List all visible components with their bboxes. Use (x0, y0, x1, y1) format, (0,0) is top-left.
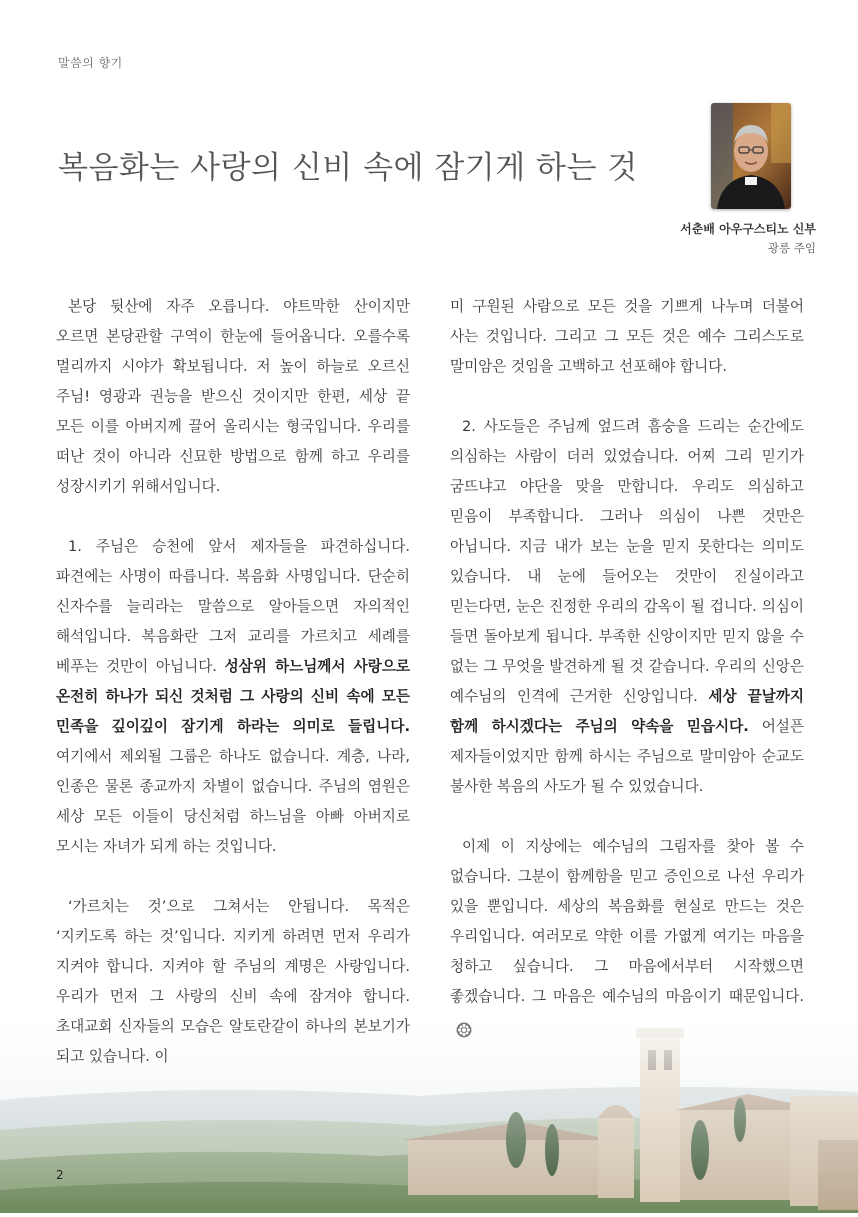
paragraph (450, 412, 804, 802)
section-label: 말씀의 향기 (58, 56, 123, 70)
paragraph (450, 292, 804, 382)
paragraph (56, 532, 410, 862)
emphasis-text: 세상 끝날까지 함께 하시겠다는 주님의 약속을 믿읍시다. (450, 688, 804, 735)
end-mark-icon (456, 1019, 472, 1035)
paragraph-text: 본당 뒷산에 자주 오릅니다. 야트막한 산이지만 오르면 본당관할 구역이 한눈에 들어옵니다. 오를수록 멀리까지 시야가 확보됩니다. 저 높이 하늘로 오르신 주님! 영광과 권능을 받으신 것이지만 한편, 세상 끝 모든 이를 아버지께 끌어 올리시는 형국입니다. 우리를 떠난 것이 아니라 신묘한 방법으로 함께 하고 우리를 성장시키기 위해서입니다. (56, 298, 410, 495)
paragraph-text: 미 구원된 사람으로 모든 것을 기쁘게 나누며 더불어 사는 것입니다. 그리고 그 모든 것은 예수 그리스도로 말미암은 것임을 고백하고 선포해야 합니다. (450, 298, 804, 375)
paragraph-text: ‘가르치는 것’으로 그쳐서는 안됩니다. 목적은 ‘지키도록 하는 것’입니다. 지키게 하려면 먼저 우리가 지켜야 합니다. 지켜야 할 주님의 계명은 사랑입니다. 우리가 먼저 그 사랑의 신비 속에 잠겨야 합니다. 초대교회 신자들의 모습은 알토란같이 하나의 본보기가 되고 있습니다. 이 (56, 898, 410, 1065)
article-column-right (450, 292, 804, 1072)
emphasis-text: 성삼위 하느님께서 사랑으로 온전히 하나가 되신 것처럼 그 사랑의 신비 속에 모든 민족을 깊이깊이 잠기게 하라는 의미로 들립니다. (56, 658, 410, 735)
paragraph (56, 892, 410, 1072)
paragraph-text: 1. 주님은 승천에 앞서 제자들을 파견하십니다. 파견에는 사명이 따릅니다. 복음화 사명입니다. 단순히 신자수를 늘리라는 말씀으로 알아들으면 자의적인 해석입니다. 복음화란 그저 교리를 가르치고 세례를 베푸는 것만이 아닙니다. (56, 538, 410, 675)
author-photo (711, 103, 791, 209)
author-name: 서춘배 아우구스티노 신부 (680, 222, 816, 236)
article-title: 복음화는 사랑의 신비 속에 잠기게 하는 것 (58, 150, 638, 186)
paragraph (56, 292, 410, 502)
author-role: 광릉 주임 (767, 241, 816, 255)
paragraph-text: 2. 사도들은 주님께 엎드려 흠숭을 드리는 순간에도 의심하는 사람이 더러 있었습니다. 어찌 그리 믿기가 굼뜨냐고 야단을 맞을 만합니다. 우리도 의심하고 믿음이 부족합니다. 그러나 의심이 나쁜 것만은 아닙니다. 지금 내가 보는 눈을 믿지 못한다는 의미도 있습니다. 내 눈에 들어오는 것만이 진실이라고 믿는다면, 눈은 진정한 우리의 감옥이 될 겁니다. 의심이 들면 돌아보게 됩니다. 부족한 신앙이지만 믿지 않을 수 없는 그 무엇을 발견하게 될 것 같습니다. 우리의 신앙은 예수님의 인격에 근거한 신앙입니다. (450, 418, 804, 705)
article-column-left (56, 292, 410, 1102)
paragraph-text: 이제 이 지상에는 예수님의 그림자를 찾아 볼 수 없습니다. 그분이 함께함을 믿고 증인으로 나선 우리가 있을 뿐입니다. 세상의 복음화를 현실로 만드는 것은 우리입니다. 여러모로 약한 이를 가엾게 여기는 마음을 청하고 싶습니다. 그 마음에서부터 시작했으면 좋겠습니다. 그 마음은 예수님의 마음이기 때문입니다. (450, 838, 804, 1005)
paragraph-text: 어설픈 제자들이었지만 함께 하시는 주님으로 말미암아 순교도 불사한 복음의 사도가 될 수 있었습니다. (450, 718, 805, 795)
page-number: 2 (56, 1168, 64, 1182)
author-byline (680, 220, 816, 256)
paragraph-text: 여기에서 제외될 그룹은 하나도 없습니다. 계층, 나라, 인종은 물론 종교까지 차별이 없습니다. 주님의 염원은 세상 모든 이들이 당신처럼 하느님을 아빠 아버지로 모시는 자녀가 되게 하는 것입니다. (56, 748, 410, 855)
paragraph (450, 832, 804, 1042)
